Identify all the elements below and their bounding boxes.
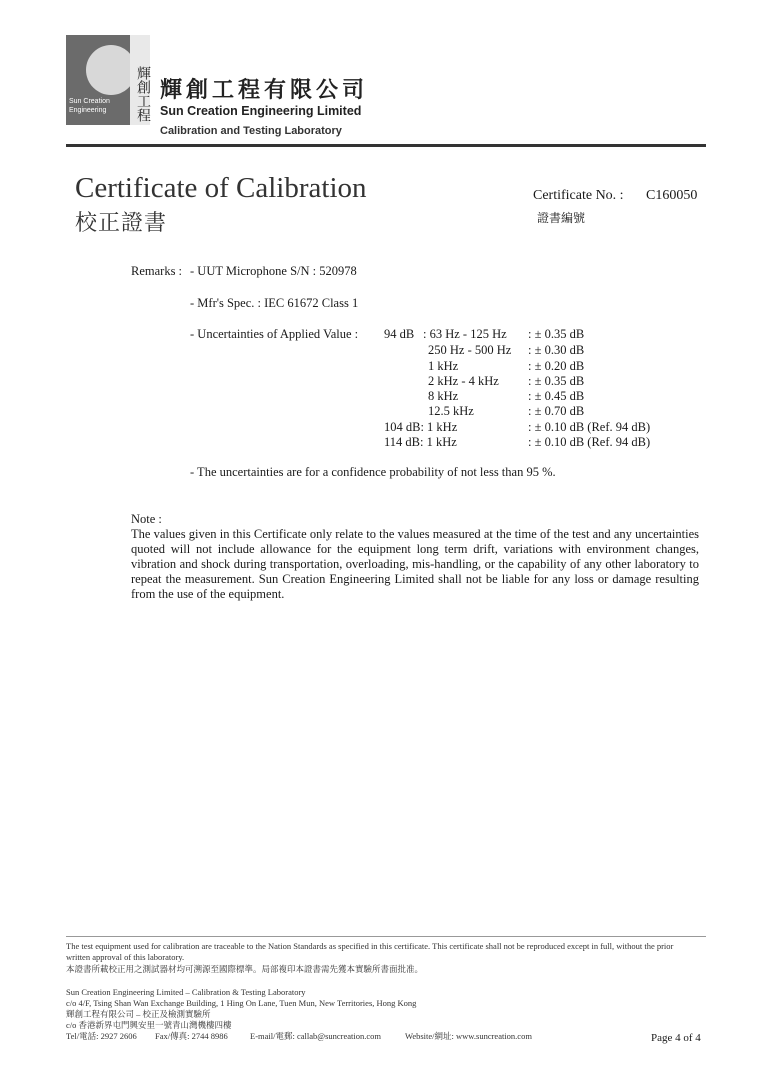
company-name-en: Sun Creation Engineering Limited [160,104,362,118]
footer-address-2: c/o 4/F, Tsing Shan Wan Exchange Building, 1 Hing On Lane, Tuen Mun, New Territories, Hong Kong [66,998,417,1008]
logo-text-en: Sun Creation Engineering [69,98,110,114]
remarks-label: Remarks : [131,264,183,278]
uncert-level: 94 dB [384,327,415,341]
uncert-freq: 250 Hz - 500 Hz [428,343,512,357]
uncert-value: : ± 0.10 dB (Ref. 94 dB) [528,435,651,449]
footer-traceability-zh: 本證書所載校正用之測試器材均可溯源至國際標準。局部複印本證書需先獲本實驗所書面批准。 [66,964,424,974]
footer-divider [66,936,706,937]
uncertainties-label: - Uncertainties of Applied Value : [190,327,359,341]
uncert-freq: 12.5 kHz [428,404,474,418]
footer-traceability: The test equipment used for calibration are traceable to the Nation Standards as specified in this certificate. This certificate shall not be reproduced except in full, without the prior [66,941,674,951]
footer-tel: Tel/電話: 2927 2606 [66,1031,137,1041]
remarks-uut: - UUT Microphone S/N : 520978 [190,264,357,278]
header-divider [66,144,706,147]
uncert-level: 104 dB: 1 kHz [384,420,458,434]
uncert-value: : ± 0.10 dB (Ref. 94 dB) [528,420,651,434]
uncert-value: : ± 0.30 dB [528,343,585,357]
uncert-value: : ± 0.45 dB [528,389,585,403]
uncert-freq: : 63 Hz - 125 Hz [423,327,507,341]
uncert-value: : ± 0.35 dB [528,374,585,388]
certificate-no-label-zh: 證書編號 [537,211,586,225]
note-label: Note : [131,512,162,526]
company-name-zh: 輝創工程有限公司 [160,78,369,103]
footer-email: E-mail/電郵: callab@suncreation.com [250,1031,382,1041]
footer-approval: written approval of this laboratory. [66,952,185,962]
certificate-no-label: Certificate No. : [533,188,624,203]
footer-fax: Fax/傳真: 2744 8986 [155,1031,228,1041]
page-number: Page 4 of 4 [651,1032,701,1044]
uncert-freq: 1 kHz [428,359,459,373]
logo-circle-icon [86,45,136,95]
uncert-level: 114 dB: 1 kHz [384,435,457,449]
footer-address-1: Sun Creation Engineering Limited – Calibration & Testing Laboratory [66,987,306,997]
lab-name: Calibration and Testing Laboratory [160,125,342,137]
company-logo [66,35,150,125]
uncert-value: : ± 0.35 dB [528,327,585,341]
note-body: The values given in this Certificate only relate to the values measured at the time of the test and any uncertainties quoted will not include allowance for the equipment long term drift, variations with environment changes, vibration and shock during transportation, overloading, mis-handling, or the capability of any other laboratory to repeat the measurement. Sun Creation Engineering Limited shall not be liable for any loss or damage resulting from the use of the equipment. [131,527,699,601]
uncert-value: : ± 0.20 dB [528,359,585,373]
uncert-freq: 8 kHz [428,389,459,403]
confidence-statement: - The uncertainties are for a confidence probability of not less than 95 %. [190,465,556,479]
uncert-value: : ± 0.70 dB [528,404,585,418]
footer-website: Website/網址: www.suncreation.com [405,1031,532,1041]
footer-address-3: 輝創工程有限公司 – 校正及檢測實驗所 [66,1009,211,1019]
footer-address-4: c/o 香港新界屯門興安里一號青山灣機樓四樓 [66,1020,232,1030]
certificate-title-zh: 校正證書 [75,211,168,236]
remarks-spec: - Mfr's Spec. : IEC 61672 Class 1 [190,296,359,310]
logo-text-zh: 輝創工程 [130,35,150,125]
uncert-freq: 2 kHz - 4 kHz [428,374,499,388]
certificate-no-value: C160050 [646,188,698,203]
certificate-title: Certificate of Calibration [75,172,367,204]
